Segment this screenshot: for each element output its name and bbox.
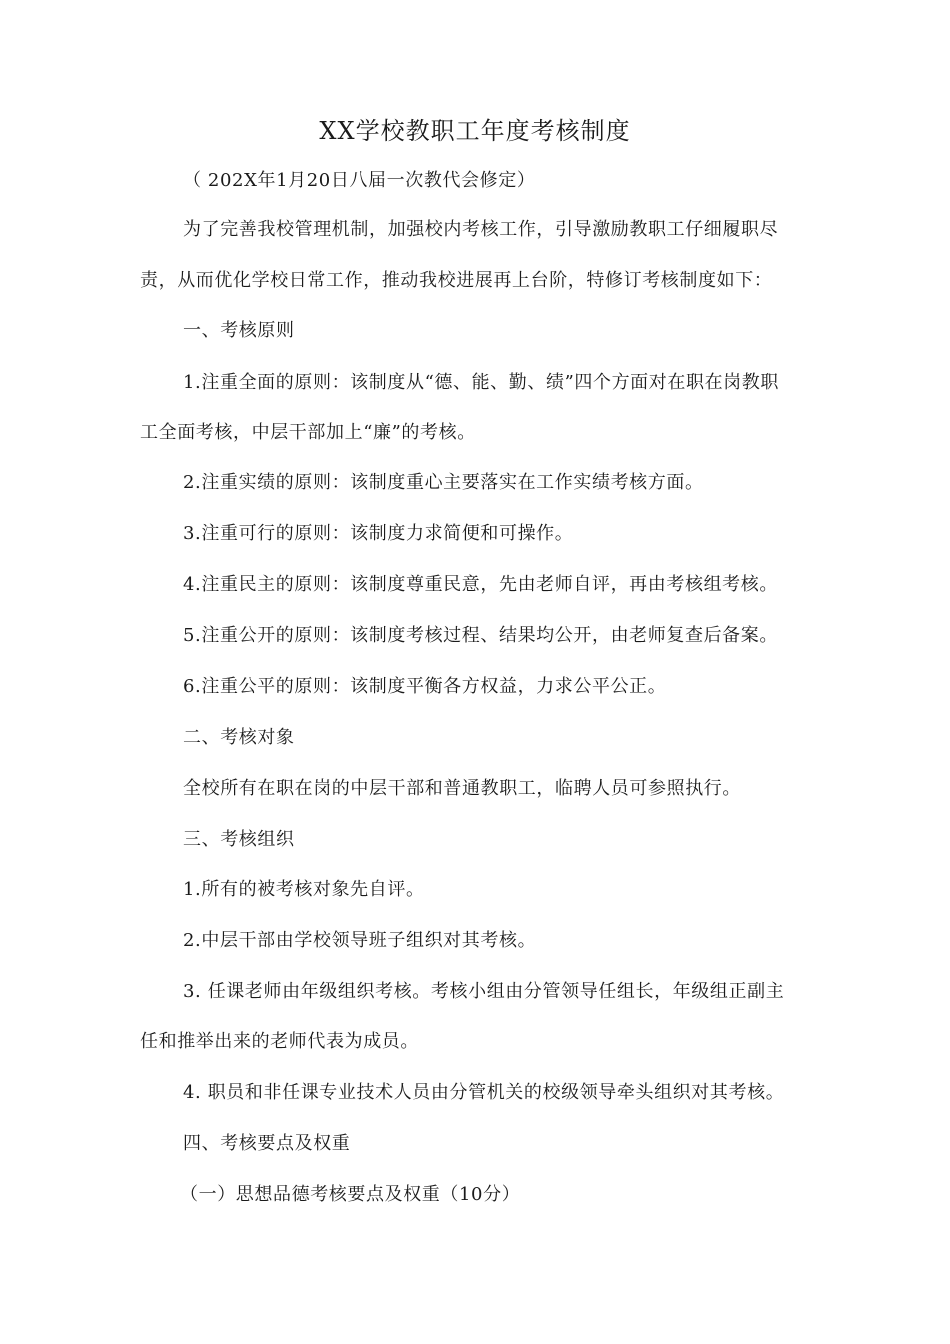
- targets-body: 全校所有在职在岗的中层干部和普通教职工，临聘人员可参照执行。: [183, 778, 741, 799]
- principle-1-line-2: 工全面考核，中层干部加上“廉”的考核。: [140, 422, 476, 443]
- principle-4: 4.注重民主的原则：该制度尊重民意，先由老师自评，再由考核组考核。: [183, 574, 778, 595]
- section-heading-organization: 三、考核组织: [183, 829, 295, 850]
- principle-6: 6.注重公平的原则：该制度平衡各方权益，力求公平公正。: [183, 676, 667, 697]
- document-title: XX学校教职工年度考核制度: [319, 117, 631, 145]
- section-heading-targets: 二、考核对象: [183, 727, 295, 748]
- section-heading-key-points: 四、考核要点及权重: [183, 1133, 351, 1154]
- principle-3: 3.注重可行的原则：该制度力求简便和可操作。: [183, 523, 574, 544]
- organization-item-4: 4. 职员和非任课专业技术人员由分管机关的校级领导牵头组织对其考核。: [183, 1082, 785, 1103]
- principle-1-line-1: 1.注重全面的原则：该制度从“德、能、勤、绩”四个方面对在职在岗教职: [183, 372, 779, 393]
- document-subtitle: （ 202X年1月20日八届一次教代会修定）: [183, 170, 536, 191]
- organization-item-3-line-1: 3. 任课老师由年级组织考核。考核小组由分管领导任组长，年级组正副主: [183, 981, 785, 1002]
- section-heading-principles: 一、考核原则: [183, 320, 295, 341]
- organization-item-3-line-2: 任和推举出来的老师代表为成员。: [140, 1031, 419, 1052]
- principle-2: 2.注重实绩的原则：该制度重心主要落实在工作实绩考核方面。: [183, 472, 704, 493]
- organization-item-2: 2.中层干部由学校领导班子组织对其考核。: [183, 930, 537, 951]
- organization-item-1: 1.所有的被考核对象先自评。: [183, 879, 425, 900]
- intro-line-1: 为了完善我校管理机制，加强校内考核工作，引导激励教职工仔细履职尽: [183, 219, 779, 240]
- intro-line-2: 责，从而优化学校日常工作，推动我校进展再上台阶，特修订考核制度如下：: [140, 270, 773, 291]
- subsection-heading-ethics: （一）思想品德考核要点及权重（10分）: [180, 1184, 521, 1205]
- principle-5: 5.注重公开的原则：该制度考核过程、结果均公开，由老师复查后备案。: [183, 625, 778, 646]
